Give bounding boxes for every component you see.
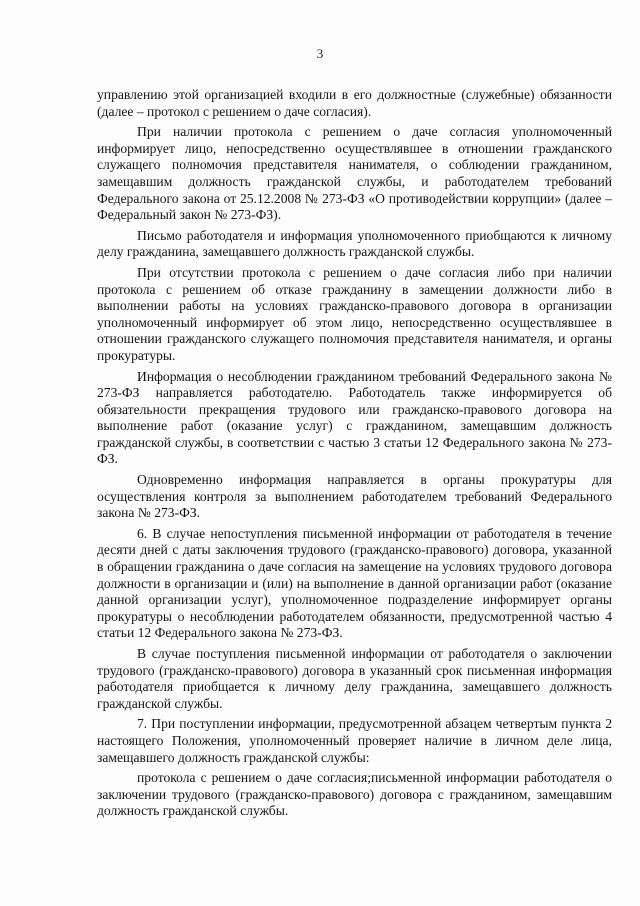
paragraph-protocol-list: протокола с решением о даче согласия;письменной информации работодателя о заключении трудового (гражданско-правового) договора с гражданином, замещавшим должность гражданской службы. xyxy=(97,770,612,819)
paragraph-continuation: управлению этой организацией входили в его должностные (служебные) обязанности (далее – протокол с решением о даче согласия). xyxy=(97,87,612,119)
paragraph-employer-letter: Письмо работодателя и информация уполномоченного приобщаются к личному делу гражданина, замещавшего должность гражданской службы. xyxy=(97,227,612,260)
paragraph-written-info: В случае поступления письменной информации от работодателя о заключении трудового (гражданско-правового) договора в указанный срок письменная информация работодателя приобщается к личному делу гражданина, замещавшего должность гражданской службы. xyxy=(97,646,612,711)
paragraph-consent-protocol: При наличии протокола с решением о даче согласия уполномоченный информирует лицо, непосредственно осуществлявшее в отношении гражданского служащего полномочия представителя нанимателя, о соблюдении гражданином, замещавшим должность гражданской службы, и работодателем требований Федерального закона от 25.12.2008 № 273-ФЗ «О противодействии коррупции» (далее – Федеральный закон № 273-ФЗ). xyxy=(97,124,612,223)
document-body xyxy=(97,87,612,824)
paragraph-no-protocol: При отсутствии протокола с решением о даче согласия либо при наличии протокола с решением об отказе гражданину в замещении должности либо в выполнении работы на условиях гражданско-правового договора в организации уполномоченный информирует об этом лицо, непосредственно осуществлявшее в отношении гражданского служащего полномочия представителя нанимателя, и органы прокуратуры. xyxy=(97,264,612,363)
paragraph-item-6: 6. В случае непоступления письменной информации от работодателя в течение десяти дней с даты заключения трудового (гражданско-правового) договора, указанной в обращении гражданина о даче согласия на замещение на условиях трудового договора должности в организации и (или) на выполнение в данной организации работ (оказание данной организации услуг), уполномоченное подразделение информирует органы прокуратуры о несоблюдении работодателем обязанности, предусмотренной частью 4 статьи 12 Федерального закона № 273-ФЗ. xyxy=(97,525,612,641)
paragraph-item-7: 7. При поступлении информации, предусмотренной абзацем четвертым пункта 2 настоящего Положения, уполномоченный проверяет наличие в личном деле лица, замещавшего должность гражданской службы: xyxy=(97,716,612,765)
paragraph-prosecution-info: Одновременно информация направляется в органы прокуратуры для осуществления контроля за выполнением работодателем требований Федерального закона № 273-ФЗ. xyxy=(97,472,612,521)
page-number: 3 xyxy=(316,46,324,61)
paragraph-noncompliance-info: Информация о несоблюдении гражданином требований Федерального закона № 273-ФЗ направляется работодателю. Работодатель также информируется об обязательности прекращения трудового или гражданско-правового договора на выполнение работ (оказание услуг) с гражданином, замещавшим должность гражданской службы, в соответствии с частью 3 статьи 12 Федерального закона № 273-ФЗ. xyxy=(97,368,612,467)
